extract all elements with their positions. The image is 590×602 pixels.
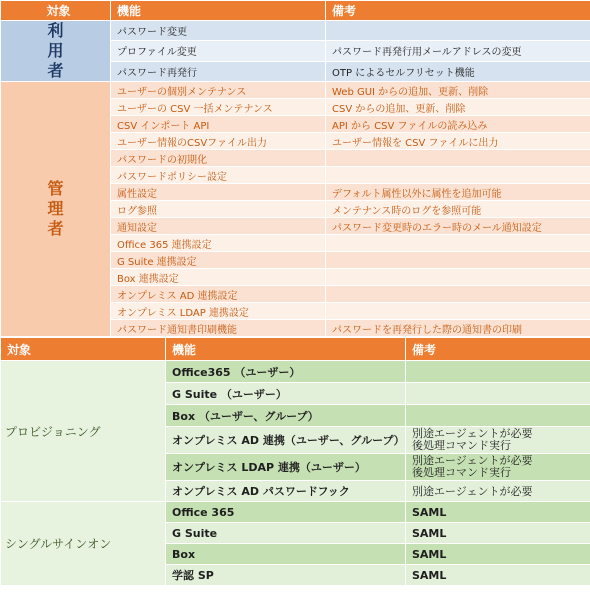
table-row: [1, 21, 590, 41]
notes-cell: パスワード変更時のエラー時のメール通知設定: [326, 218, 590, 235]
notes-cell: [406, 383, 590, 405]
notes-cell: [326, 167, 590, 184]
notes-cell: CSV からの追加、更新、削除: [326, 99, 590, 116]
category-char: 者: [47, 219, 64, 238]
notes-cell: SAML: [412, 526, 447, 540]
header-feature: 機能: [111, 1, 326, 21]
notes-cell: [326, 252, 590, 269]
notes-cell: [406, 405, 590, 427]
notes-line: 別途エージェントが必要: [412, 454, 533, 467]
category-user: [1, 21, 111, 82]
notes-cell: OTP によるセルフリセット機能: [326, 61, 590, 81]
feature-cell: パスワードポリシー設定: [111, 167, 326, 184]
feature-cell: Office 365 連携設定: [111, 235, 326, 252]
header-target: 対象: [1, 1, 111, 21]
feature-cell: オンプレミス AD 連携（ユーザー、グループ）: [172, 434, 405, 447]
notes-cell: API から CSV ファイルの読み込み: [326, 116, 590, 133]
category-char: 理: [47, 199, 64, 218]
feature-cell: G Suite 連携設定: [111, 252, 326, 269]
category-char: 利: [47, 21, 64, 40]
feature-cell: オンプレミス AD 連携設定: [111, 286, 326, 303]
feature-cell: ユーザーの個別メンテナンス: [111, 82, 326, 99]
notes-cell: SAML: [412, 505, 447, 519]
notes-cell: [326, 235, 590, 252]
feature-cell: オンプレミス AD パスワードフック: [172, 485, 350, 498]
notes-cell: 別途エージェントが必要: [406, 481, 590, 502]
category-char: 用: [47, 41, 64, 60]
table-row: [1, 361, 590, 383]
table-header-row: [1, 1, 590, 21]
header-target: 対象: [1, 338, 166, 361]
notes-cell: デフォルト属性以外に属性を追加可能: [326, 184, 590, 201]
category-char: 者: [47, 61, 64, 80]
notes-cell: SAML: [412, 547, 447, 561]
feature-cell: ユーザー情報のCSVファイル出力: [111, 133, 326, 150]
category-sso: シングルサインオン: [1, 502, 166, 586]
feature-cell: Office365 （ユーザー）: [172, 365, 301, 379]
feature-cell: オンプレミス LDAP 連携設定: [111, 303, 326, 320]
notes-cell: [406, 427, 590, 454]
category-provisioning: プロビジョニング: [1, 361, 166, 502]
feature-cell: パスワード通知書印刷機能: [111, 320, 326, 337]
notes-cell: [326, 286, 590, 303]
table-header-row: [1, 338, 590, 361]
table-row: [1, 82, 590, 99]
notes-cell: [326, 303, 590, 320]
notes-cell: Web GUI からの追加、更新、削除: [326, 82, 590, 99]
feature-cell: Box 連携設定: [111, 269, 326, 286]
table-row: [1, 502, 590, 523]
header-notes: 備考: [406, 338, 590, 361]
feature-cell: 学認 SP: [172, 569, 214, 582]
feature-cell: 通知設定: [111, 218, 326, 235]
notes-cell: SAML: [412, 568, 447, 582]
notes-line: 別途エージェントが必要: [412, 427, 533, 440]
header-notes: 備考: [326, 1, 590, 21]
notes-cell: パスワード再発行用メールアドレスの変更: [326, 41, 590, 61]
notes-cell: パスワードを再発行した際の通知書の印刷: [326, 320, 590, 337]
notes-cell: メンテナンス時のログを参照可能: [326, 201, 590, 218]
feature-cell: ユーザーの CSV 一括メンテナンス: [111, 99, 326, 116]
notes-line: 後処理コマンド実行: [412, 466, 511, 479]
feature-cell: G Suite: [172, 526, 218, 540]
notes-cell: ユーザー情報を CSV ファイルに出力: [326, 133, 590, 150]
feature-cell: パスワード再発行: [111, 61, 326, 81]
notes-cell: [406, 361, 590, 383]
header-feature: 機能: [166, 338, 406, 361]
category-admin: [1, 82, 111, 337]
notes-line: 後処理コマンド実行: [412, 439, 511, 452]
feature-cell: Office 365: [172, 505, 235, 519]
feature-cell: プロファイル変更: [111, 41, 326, 61]
feature-cell: オンプレミス LDAP 連携（ユーザー）: [172, 461, 366, 474]
notes-cell: [326, 150, 590, 167]
feature-cell: CSV インポート API: [111, 116, 326, 133]
feature-cell: Box （ユーザー、グループ）: [172, 409, 319, 423]
notes-cell: [406, 454, 590, 481]
feature-cell: G Suite （ユーザー）: [172, 387, 287, 401]
notes-cell: [326, 269, 590, 286]
feature-cell: 属性設定: [111, 184, 326, 201]
feature-cell: Box: [172, 547, 196, 561]
feature-cell: パスワードの初期化: [111, 150, 326, 167]
features-table-bottom: [0, 337, 590, 586]
notes-cell: [326, 21, 590, 41]
category-char: 管: [47, 179, 64, 198]
feature-cell: ログ参照: [111, 201, 326, 218]
feature-cell: パスワード変更: [111, 21, 326, 41]
